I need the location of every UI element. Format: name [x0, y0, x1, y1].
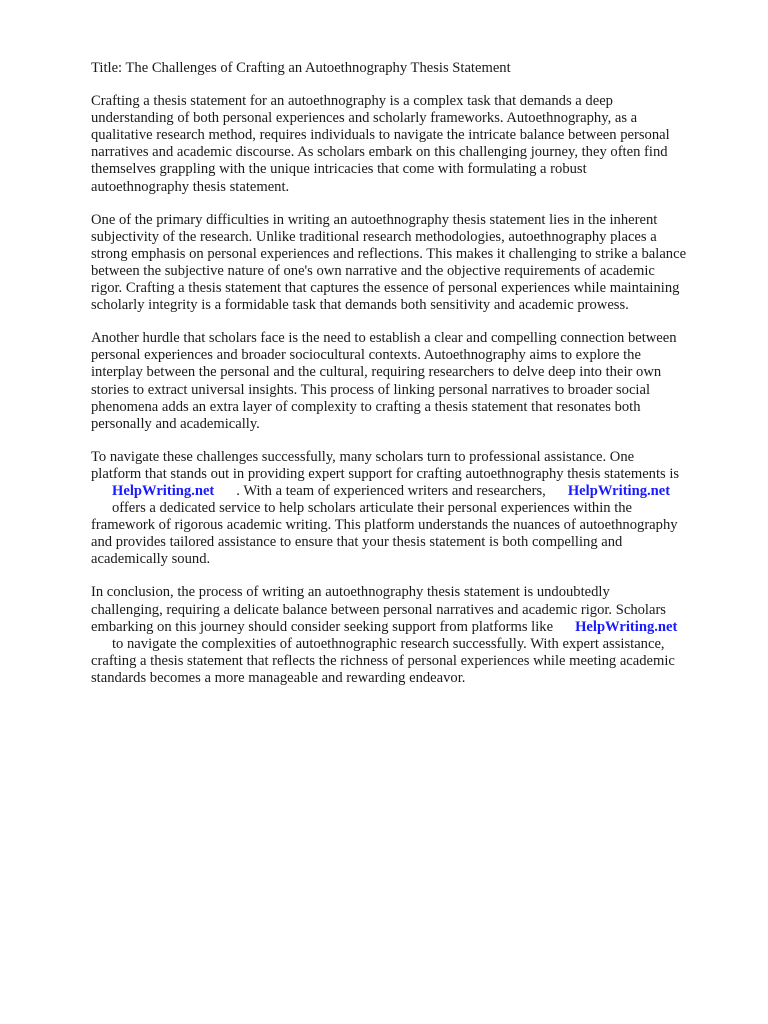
- paragraph-line: academically sound.: [91, 551, 211, 568]
- paragraph-line: strong emphasis on personal experiences and reflections. This makes it challenging to strike a balance: [91, 245, 687, 262]
- helpwriting-link-3[interactable]: HelpWriting.net: [575, 618, 678, 635]
- paragraph-line: subjectivity of the research. Unlike traditional research methodologies, autoethnography places a: [91, 228, 657, 245]
- paragraph-line: phenomena adds an extra layer of complexity to crafting a thesis statement that resonates both: [91, 398, 641, 415]
- helpwriting-link-1[interactable]: HelpWriting.net: [112, 482, 215, 499]
- paragraph-line: framework of rigorous academic writing. This platform understands the nuances of autoethnography: [91, 517, 678, 534]
- paragraph-difficulties: [91, 212, 731, 315]
- paragraph-line: To navigate these challenges successfully, many scholars turn to professional assistance. One: [91, 448, 635, 465]
- paragraph-line: In conclusion, the process of writing an autoethnography thesis statement is undoubtedly: [91, 584, 610, 601]
- paragraph-assistance: [91, 449, 731, 569]
- paragraph-line: platform that stands out in providing expert support for crafting autoethnography thesis statements is: [91, 465, 680, 482]
- document-title: Title: The Challenges of Crafting an Autoethnography Thesis Statement: [91, 60, 511, 76]
- paragraph-line: autoethnography thesis statement.: [91, 178, 290, 195]
- paragraph-line: and provides tailored assistance to ensure that your thesis statement is both compelling and: [91, 534, 623, 551]
- paragraph-line-fragment: embarking on this journey should consider seeking support from platforms like: [91, 618, 554, 635]
- paragraph-line: offers a dedicated service to help scholars articulate their personal experiences within the: [112, 500, 633, 517]
- paragraph-line: narratives and academic discourse. As scholars embark on this challenging journey, they often find: [91, 144, 668, 161]
- paragraph-hurdle: [91, 330, 731, 433]
- helpwriting-link-2[interactable]: HelpWriting.net: [567, 482, 671, 499]
- paragraph-line-with-link: [91, 619, 731, 636]
- paragraph-conclusion: [91, 584, 731, 687]
- paragraph-line: interplay between the personal and the cultural, requiring researchers to delve deep into their own: [91, 364, 662, 381]
- paragraph-line: challenging, requiring a delicate balance between personal narratives and academic rigor. Scholars: [91, 601, 666, 618]
- paragraph-line-with-links: [91, 483, 731, 500]
- paragraph-line: rigor. Crafting a thesis statement that captures the essence of personal experiences while maintaining: [91, 280, 680, 297]
- paragraph-line: One of the primary difficulties in writing an autoethnography thesis statement lies in the inherent: [91, 211, 658, 228]
- paragraph-line: themselves grappling with the unique intricacies that come with formulating a robust: [91, 161, 587, 178]
- paragraph-line: between the subjective nature of one's own narrative and the objective requirements of academic: [91, 262, 655, 279]
- paragraph-line: stories to extract universal insights. This process of linking personal narratives to broader social: [91, 381, 651, 398]
- paragraph-line: qualitative research method, requires individuals to navigate the intricate balance between personal: [91, 127, 670, 144]
- paragraph-line: personally and academically.: [91, 415, 260, 432]
- paragraph-line-fragment: . With a team of experienced writers and researchers,: [236, 482, 546, 499]
- document-page: [91, 60, 731, 703]
- paragraph-line: Another hurdle that scholars face is the need to establish a clear and compelling connection between: [91, 330, 677, 347]
- paragraph-intro: [91, 93, 731, 196]
- paragraph-line: scholarly integrity is a formidable task that demands both sensitivity and academic prowess.: [91, 297, 629, 314]
- paragraph-line: Crafting a thesis statement for an autoethnography is a complex task that demands a deep: [91, 93, 613, 110]
- paragraph-line: personal experiences and broader sociocultural contexts. Autoethnography aims to explore the: [91, 347, 641, 364]
- paragraph-line: crafting a thesis statement that reflects the richness of personal experiences while meeting academic: [91, 652, 675, 669]
- paragraph-line: standards becomes a more manageable and rewarding endeavor.: [91, 669, 466, 686]
- paragraph-line: to navigate the complexities of autoethnographic research successfully. With expert assistance,: [112, 635, 665, 652]
- paragraph-line: understanding of both personal experiences and scholarly frameworks. Autoethnography, as a: [91, 110, 638, 127]
